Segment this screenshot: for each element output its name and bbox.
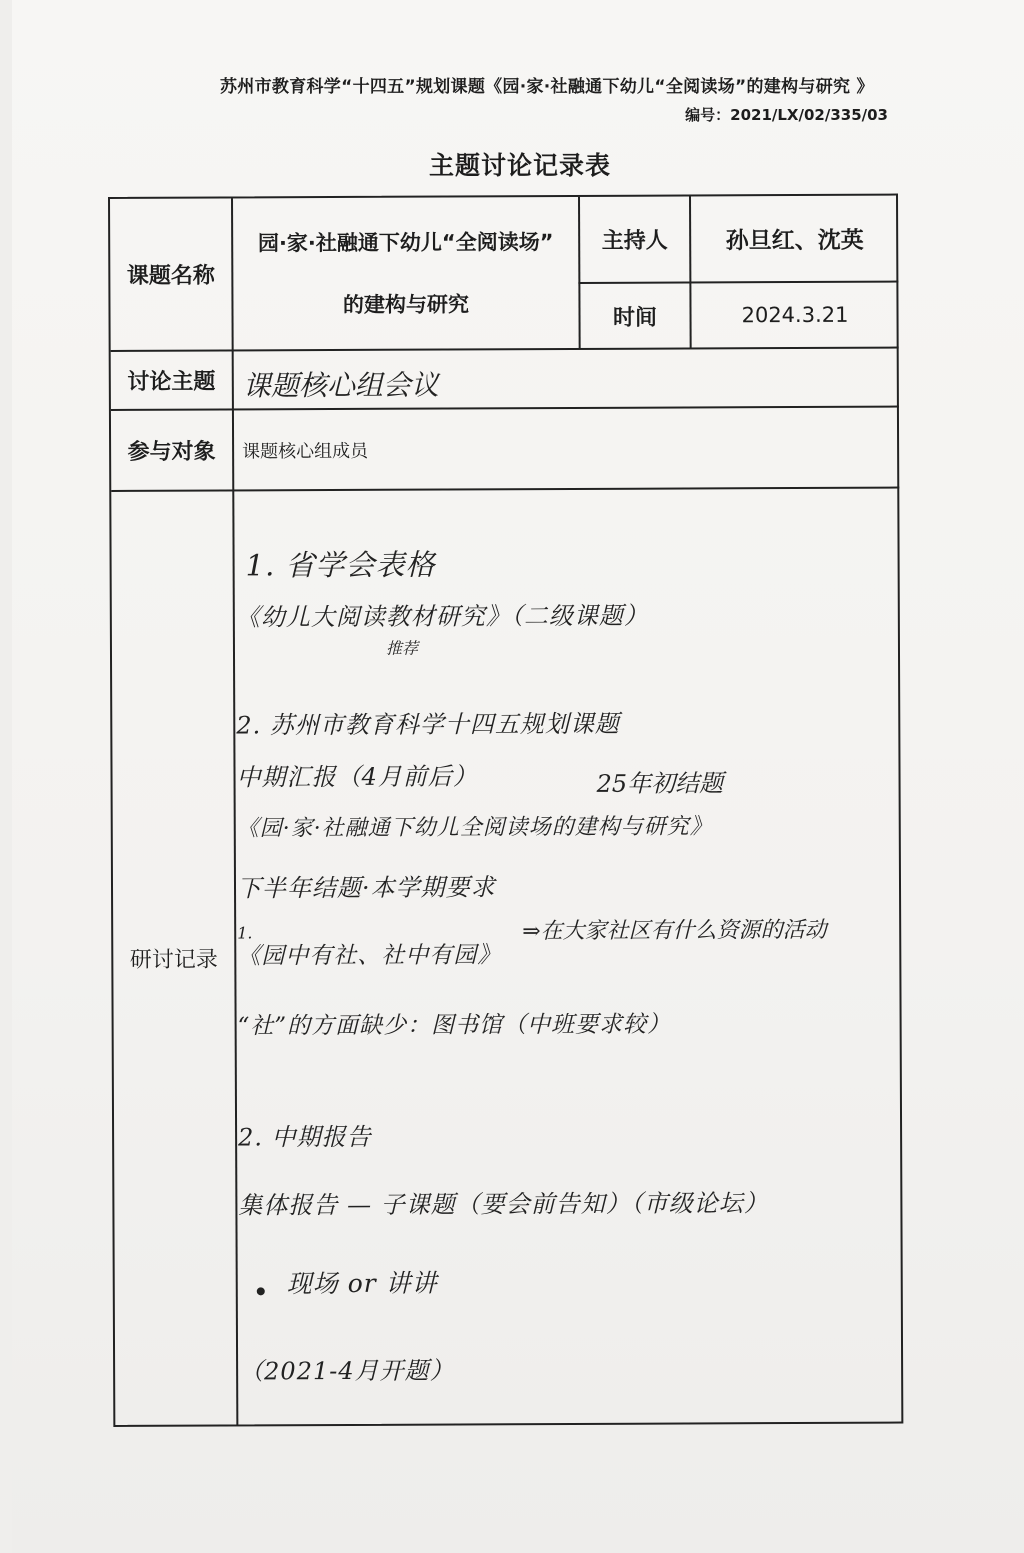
form-title: 主题讨论记录表 [428, 151, 611, 180]
note-line-1: 1. 省学会表格 [245, 547, 436, 583]
note-line-9: 2. 中期报告 [238, 1122, 372, 1152]
note-line-7-extra: ⇒在大家社区有什么资源的活动 [522, 917, 827, 945]
note-line-12: （2021-4月开题） [239, 1356, 455, 1386]
project-header: 苏州市教育科学“十四五”规划课题《园·家·社融通下幼儿“全阅读场”的建构与研究 》 [220, 77, 874, 97]
time-value: 2024.3.21 [741, 302, 849, 328]
note-line-10: 集体报告 — 子课题（要会前告知）（市级论坛） [238, 1189, 769, 1220]
project-code: 编号：2021/LX/02/335/03 [685, 106, 888, 124]
note-line-6: 下半年结题·本学期要求 [236, 873, 496, 903]
project-name-value [233, 207, 579, 340]
note-line-7: 《园中有社、社中有园》 [237, 942, 502, 970]
note-line-8: “社”的方面缺少：图书馆（中班要求较） [237, 1011, 672, 1040]
project-name-label: 课题名称 [126, 263, 215, 289]
participants-label: 参与对象 [127, 439, 216, 465]
topic-value: 课题核心组会议 [242, 368, 439, 403]
note-line-3: 2. 苏州市教育科学十四五规划课题 [236, 709, 620, 740]
note-line-7-number: 1. [237, 923, 253, 943]
note-line-11: 现场 or 讲讲 [286, 1268, 438, 1299]
time-label: 时间 [612, 305, 658, 331]
project-name-line1: 园·家·社融通下幼儿“全阅读场” [257, 229, 554, 255]
note-line-2-extra: 推荐 [385, 638, 419, 658]
note-line-4: 中期汇报（4月前后） [236, 762, 478, 792]
record-table [108, 194, 903, 1427]
topic-label: 讨论主题 [127, 369, 216, 395]
bullet-dot [257, 1287, 265, 1295]
host-label: 主持人 [601, 228, 668, 254]
record-label: 研讨记录 [129, 947, 218, 973]
record-notes [235, 491, 899, 1394]
participants-value: 课题核心组成员 [242, 440, 369, 462]
note-line-4-extra: 25年初结题 [596, 769, 724, 798]
note-line-2: 《幼儿大阅读教材研究》（二级课题） [235, 601, 649, 632]
host-value: 孙旦红、沈英 [725, 227, 864, 255]
note-line-5: 《园·家·社融通下幼儿全阅读场的建构与研究》 [236, 814, 713, 842]
project-name-line2: 的建构与研究 [342, 291, 470, 317]
